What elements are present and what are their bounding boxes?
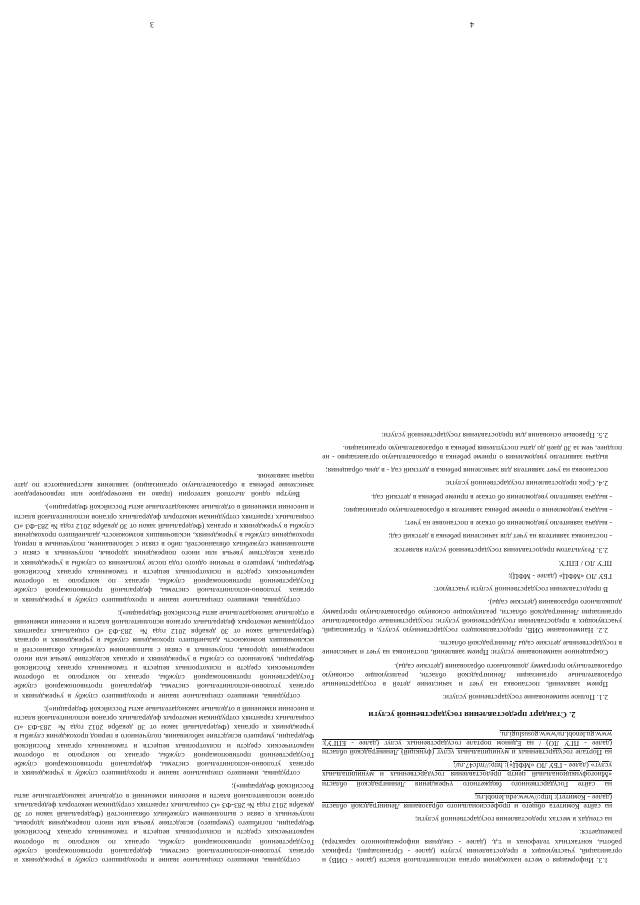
right-paragraph-link[interactable]: на сайте Государственного бюджетного учреждения Ленинградской области «Многофункциональный центр предоставления государственных и муниципальных услуг» (далее - ГБУ ЛО «МФЦ»): http://mfc47.ru/; — [322, 761, 612, 789]
left-paragraph: Внутри одной льготной категории (право на внеочередное или первоочередное зачисление ребенка в образовательную организацию) заявления выстраиваются по дате подачи заявления. — [14, 471, 314, 500]
right-paragraph: выдача заявителю уведомления о приеме ребенка в образовательную организацию - не позднее, чем за 30 дней до даты поступления ребенка в образовательную организацию. — [322, 443, 622, 463]
page-number: 4 — [470, 20, 474, 29]
right-paragraph-link[interactable]: на сайте Комитета общего и профессионального образования Ленинградской области (далее - Комитет): http://www.edu.lenobl.ru; — [322, 792, 612, 811]
right-page-column — [322, 10, 622, 865]
right-paragraph: ПГУ ЛО / ЕПГУ. — [558, 558, 612, 568]
right-paragraph: - выдача уведомления о приеме ребенка заявителя в образовательную организацию; — [343, 505, 612, 515]
right-paragraph: ГБУ ЛО «МФЦ» (далее - МФЦ); — [508, 571, 612, 581]
section-heading: 2. Стандарт предоставления государственной услуги — [368, 710, 576, 721]
left-paragraph: сотрудника, имевшего специальное звание и проходившего службу в учреждениях и органах уголовно-исполнительной системы, федеральной противопожарной службе Государственной противопожарной службы, органах по контролю за оборотом наркотических средств и психотропных веществ и таможенных органах Российской Федерации, умершего вследствие заболевания, полученного в период прохождения службы в учреждениях и органах (Федеральный закон от 30 декабря 2012 года № 283-ФЗ «О социальных гарантиях сотрудникам некоторых федеральных органов исполнительной власти и внесении изменений в отдельные законодательные акты Российской Федерации»); — [14, 704, 314, 779]
right-paragraph: 2.2. Наименование ОИВ, предоставляющего государственную услугу, и Организаций, участвующих в предоставлении государственной услуги: государственные образовательные организации Ленинградской области, реализующие основную образовательную программу дошкольного образования (детские сады). — [322, 598, 622, 635]
right-paragraph: 2.4. Срок предоставления государственной услуги: — [445, 479, 608, 489]
left-paragraph: сотрудника, имевшего специальное звание и проходившего службу в учреждениях и органах уголовно-исполнительной системы, федеральной противопожарной службе Государственной противопожарной службы, органах по контролю за оборотом наркотических средств и психотропных веществ и таможенных органах Российской Федерации, умершего в течение одного года после увольнения со службы в учреждениях и органах вследствие увечья или иного повреждения здоровья, полученных в связи с выполнением служебных обязанностей, либо в связи с заболеванием, полученным в период прохождения службы в учреждениях, исключивших возможность дальнейшего прохождения службы в учреждениях и органах (Федеральный закон от 30 декабря 2012 года № 283-ФЗ «О социальных гарантиях сотрудникам некоторых федеральных органов исполнительной власти и внесении изменений в отдельные законодательные акты Российской Федерации»). — [14, 503, 314, 605]
page-number: 3 — [150, 20, 154, 29]
right-paragraph: - постановка заявителя на учет для зачисления ребенка в детский сад; — [388, 532, 612, 542]
left-page-column — [14, 10, 314, 865]
right-paragraph: 1.3. Информация о месте нахождения органа исполнительной власти (далее - ОИВ) и организаций, участвующих в предоставлении услуги (далее - Организации), графиках работы, контактных телефонах и т.д. (далее - сведения информационного характера) размещается: — [322, 828, 622, 865]
right-paragraph: 2.1. Полное наименование государственной услуги: — [442, 693, 608, 703]
right-paragraph-link[interactable]: на Портале государственных и муниципальных услуг (функций) Ленинградской области (далее - ПГУ ЛО) / на Едином портале государственных услуг (далее - ЕПГУ): www.gu.lenobl.ru/www.gosuslugi.ru. — [322, 729, 612, 757]
right-paragraph: постановка на учет заявителя для зачисления ребенка в детский сад - в день обращения; — [325, 466, 608, 476]
right-paragraph: на стендах в местах предоставления государственной услуги; — [414, 815, 612, 825]
right-paragraph: 2.5. Правовые основания для предоставления государственной услуги: — [381, 430, 608, 440]
right-paragraph: - выдача заявителю уведомления об отказе в приеме ребенка в детский сад. — [370, 492, 612, 502]
left-paragraph: сотрудника, имевшего специальное звание и проходившего службу в учреждениях и органах уголовно-исполнительной системы, федеральной противопожарной службе Государственной противопожарной службы, органах по контролю за оборотом наркотических средств и психотропных веществ и таможенных органах Российской Федерации, погибшего (умершего) вследствие увечья или иного повреждения здоровья, полученных в связи с выполнением служебных обязанностей (Федеральный закон от 30 декабря 2012 года № 283-ФЗ «О социальных гарантиях сотрудникам некоторых федеральных органов исполнительной власти и внесении изменений в отдельные законодательные акты Российской Федерации»); — [14, 782, 314, 865]
right-paragraph: В предоставлении государственной услуги участвуют: — [433, 585, 608, 595]
right-paragraph: - выдача заявителю уведомления об отказе в постановке на учет; — [404, 519, 612, 529]
right-paragraph: Сокращенное наименование услуги: Прием заявлений, постановка на учет и зачисление в государственные детские сады Ленинградской области. — [322, 639, 622, 658]
right-paragraph: Прием заявлений, постановка на учет и зачисление детей в государственные образовательные организации Ленинградской области, реализующие основную образовательную программу дошкольного образования (детские сады). — [322, 661, 622, 689]
left-paragraph: сотрудника, имевшего специальное звание и проходившего службу в учреждениях и органах уголовно-исполнительной системы, федеральной противопожарной службе Государственной противопожарной службы, органах по контролю за оборотом наркотических средств и психотропных веществ и таможенных органах Российской Федерации, уволенного со службы в учреждениях и органах вследствие увечья или иного повреждения здоровья, полученных в связи с выполнением служебных обязанностей и исключивших возможность дальнейшего прохождения службы в учреждениях и органах (Федеральный закон от 30 декабря 2012 года № 283-ФЗ «О социальных гарантиях сотрудникам некоторых федеральных органов исполнительной власти и внесении изменений в отдельные законодательные акты Российской Федерации»); — [14, 608, 314, 701]
right-paragraph: 2.3. Результатом предоставления государственной услуги является: — [393, 545, 608, 555]
